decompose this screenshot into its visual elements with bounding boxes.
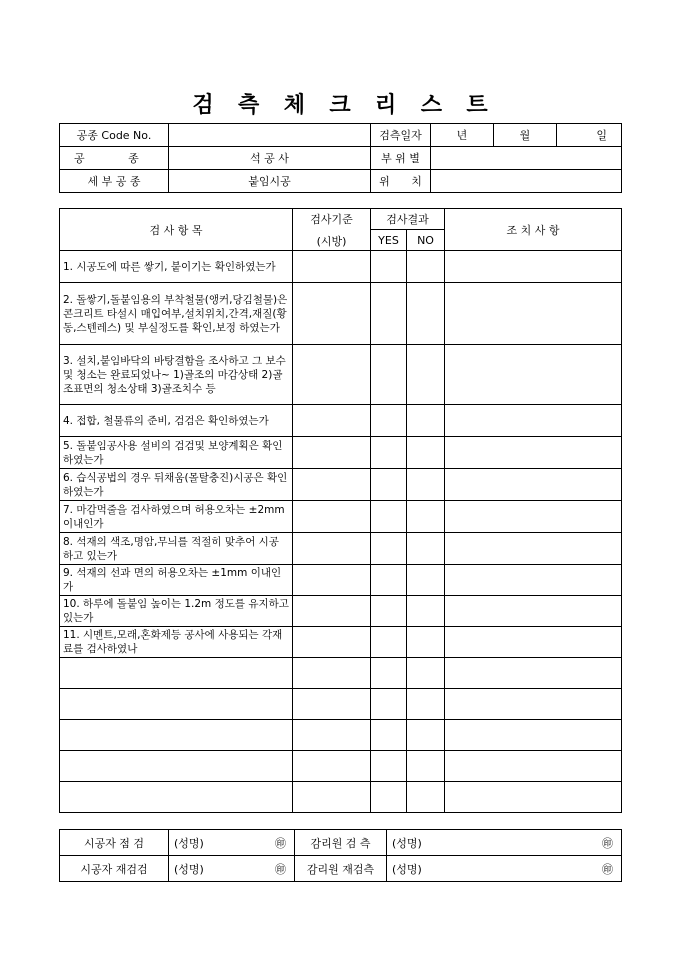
standard-cell[interactable] bbox=[293, 251, 371, 283]
yes-cell[interactable] bbox=[371, 283, 407, 345]
action-cell[interactable] bbox=[445, 782, 622, 813]
standard-cell[interactable] bbox=[293, 751, 371, 782]
detail-label: 세 부 공 종 bbox=[60, 170, 169, 193]
date-label: 검측일자 bbox=[371, 124, 431, 147]
action-cell[interactable] bbox=[445, 658, 622, 689]
standard-cell[interactable] bbox=[293, 405, 371, 437]
contractor-check-name[interactable]: (성명) bbox=[169, 830, 255, 856]
empty-item-cell[interactable] bbox=[60, 751, 293, 782]
supervisor-recheck-name[interactable]: (성명) bbox=[387, 856, 477, 882]
action-header: 조 치 사 항 bbox=[445, 209, 622, 251]
part-field[interactable] bbox=[431, 147, 622, 170]
title-char: 트 bbox=[466, 92, 488, 118]
yes-cell[interactable] bbox=[371, 658, 407, 689]
items-header: 검 사 항 목 bbox=[60, 209, 293, 251]
code-field[interactable] bbox=[169, 124, 371, 147]
page-title bbox=[0, 88, 680, 119]
empty-item-cell[interactable] bbox=[60, 689, 293, 720]
title-char: 측 bbox=[238, 92, 260, 118]
no-cell[interactable] bbox=[407, 251, 445, 283]
date-year[interactable]: 년 bbox=[431, 124, 494, 147]
result-header: 검사결과 bbox=[371, 209, 445, 230]
standard-cell[interactable] bbox=[293, 469, 371, 501]
standard-cell[interactable] bbox=[293, 689, 371, 720]
title-char: 스 bbox=[420, 92, 442, 118]
location-field[interactable] bbox=[431, 170, 622, 193]
action-cell[interactable] bbox=[445, 469, 622, 501]
yes-cell[interactable] bbox=[371, 437, 407, 469]
no-cell[interactable] bbox=[407, 627, 445, 658]
no-cell[interactable] bbox=[407, 751, 445, 782]
yes-cell[interactable] bbox=[371, 565, 407, 596]
yes-cell[interactable] bbox=[371, 501, 407, 533]
no-cell[interactable] bbox=[407, 345, 445, 405]
no-cell[interactable] bbox=[407, 720, 445, 751]
check-item: 8. 석재의 색조,명암,무늬를 적절히 맞추어 시공하고 있는가 bbox=[60, 533, 293, 565]
no-cell[interactable] bbox=[407, 283, 445, 345]
contractor-recheck-label: 시공자 재검검 bbox=[60, 856, 169, 882]
no-header: NO bbox=[407, 230, 445, 251]
action-cell[interactable] bbox=[445, 689, 622, 720]
yes-cell[interactable] bbox=[371, 751, 407, 782]
yes-cell[interactable] bbox=[371, 596, 407, 627]
no-cell[interactable] bbox=[407, 689, 445, 720]
work-type-label: 공 종 bbox=[60, 147, 169, 170]
standard-cell[interactable] bbox=[293, 345, 371, 405]
supervisor-recheck-label: 감리원 재검측 bbox=[295, 856, 387, 882]
supervisor-check-seal: ㊞ bbox=[477, 830, 622, 856]
standard-cell[interactable] bbox=[293, 565, 371, 596]
yes-cell[interactable] bbox=[371, 251, 407, 283]
contractor-check-seal: ㊞ bbox=[255, 830, 295, 856]
standard-cell[interactable] bbox=[293, 658, 371, 689]
action-cell[interactable] bbox=[445, 720, 622, 751]
title-char: 체 bbox=[283, 92, 305, 118]
standard-cell[interactable] bbox=[293, 627, 371, 658]
check-item: 7. 마감먹줄을 검사하였으며 허용오차는 ±2mm 이내인가 bbox=[60, 501, 293, 533]
check-item: 10. 하루에 돌붙임 높이는 1.2m 정도를 유지하고 있는가 bbox=[60, 596, 293, 627]
code-label: 공종 Code No. bbox=[60, 124, 169, 147]
action-cell[interactable] bbox=[445, 565, 622, 596]
supervisor-check-name[interactable]: (성명) bbox=[387, 830, 477, 856]
header-table bbox=[59, 123, 622, 193]
standard-cell[interactable] bbox=[293, 782, 371, 813]
yes-cell[interactable] bbox=[371, 469, 407, 501]
standard-header-line2: (시방) bbox=[316, 234, 347, 248]
check-item: 1. 시공도에 따른 쌓기, 붙이기는 확인하였는가 bbox=[60, 251, 293, 283]
empty-item-cell[interactable] bbox=[60, 720, 293, 751]
action-cell[interactable] bbox=[445, 627, 622, 658]
yes-cell[interactable] bbox=[371, 533, 407, 565]
supervisor-check-label: 감리원 검 측 bbox=[295, 830, 387, 856]
no-cell[interactable] bbox=[407, 437, 445, 469]
standard-header-line1: 검사기준 bbox=[310, 212, 353, 226]
no-cell[interactable] bbox=[407, 405, 445, 437]
date-month[interactable]: 월 bbox=[494, 124, 557, 147]
check-item: 2. 돌쌓기,돌붙임용의 부착철물(앵커,당김철물)은 콘크리트 타설시 매입여부,설치위치,간격,재질(황동,스텐레스) 및 부실정도를 확인,보정 하였는가 bbox=[60, 283, 293, 345]
no-cell[interactable] bbox=[407, 658, 445, 689]
yes-cell[interactable] bbox=[371, 345, 407, 405]
yes-header: YES bbox=[371, 230, 407, 251]
yes-cell[interactable] bbox=[371, 689, 407, 720]
empty-item-cell[interactable] bbox=[60, 782, 293, 813]
title-char: 리 bbox=[375, 92, 397, 118]
check-item: 3. 설치,붙임바닥의 바탕결함을 조사하고 그 보수 및 청소는 완료되었나~ 1)골조의 마감상태 2)골조표면의 청소상태 3)골조치수 등 bbox=[60, 345, 293, 405]
check-item: 9. 석재의 선과 면의 허용오차는 ±1mm 이내인가 bbox=[60, 565, 293, 596]
check-item: 4. 접합, 철물류의 준비, 검검은 확인하였는가 bbox=[60, 405, 293, 437]
part-label: 부 위 별 bbox=[371, 147, 431, 170]
standard-cell[interactable] bbox=[293, 596, 371, 627]
standard-cell[interactable] bbox=[293, 283, 371, 345]
detail-value[interactable]: 붙임시공 bbox=[169, 170, 371, 193]
yes-cell[interactable] bbox=[371, 782, 407, 813]
action-cell[interactable] bbox=[445, 405, 622, 437]
check-item: 6. 습식공법의 경우 뒤채움(몰탈충진)시공은 확인하였는가 bbox=[60, 469, 293, 501]
contractor-recheck-name[interactable]: (성명) bbox=[169, 856, 255, 882]
action-cell[interactable] bbox=[445, 283, 622, 345]
standard-cell[interactable] bbox=[293, 720, 371, 751]
action-cell[interactable] bbox=[445, 251, 622, 283]
action-cell[interactable] bbox=[445, 533, 622, 565]
no-cell[interactable] bbox=[407, 596, 445, 627]
contractor-recheck-seal: ㊞ bbox=[255, 856, 295, 882]
action-cell[interactable] bbox=[445, 437, 622, 469]
no-cell[interactable] bbox=[407, 533, 445, 565]
supervisor-recheck-seal: ㊞ bbox=[477, 856, 622, 882]
standard-cell[interactable] bbox=[293, 437, 371, 469]
date-day[interactable]: 일 bbox=[557, 124, 622, 147]
checklist-table bbox=[59, 208, 622, 813]
action-cell[interactable] bbox=[445, 501, 622, 533]
work-type-value[interactable]: 석 공 사 bbox=[169, 147, 371, 170]
no-cell[interactable] bbox=[407, 782, 445, 813]
standard-cell[interactable] bbox=[293, 533, 371, 565]
no-cell[interactable] bbox=[407, 501, 445, 533]
check-item: 5. 돌붙임공사용 설비의 검검및 보양계획은 확인하였는가 bbox=[60, 437, 293, 469]
yes-cell[interactable] bbox=[371, 720, 407, 751]
title-char: 검 bbox=[192, 92, 214, 118]
signature-table bbox=[59, 829, 622, 882]
check-item: 11. 시멘트,모래,혼화제등 공사에 사용되는 각재료를 검사하였나 bbox=[60, 627, 293, 658]
no-cell[interactable] bbox=[407, 469, 445, 501]
no-cell[interactable] bbox=[407, 565, 445, 596]
standard-cell[interactable] bbox=[293, 501, 371, 533]
action-cell[interactable] bbox=[445, 596, 622, 627]
title-char: 크 bbox=[329, 92, 351, 118]
yes-cell[interactable] bbox=[371, 405, 407, 437]
action-cell[interactable] bbox=[445, 345, 622, 405]
action-cell[interactable] bbox=[445, 751, 622, 782]
contractor-check-label: 시공자 점 검 bbox=[60, 830, 169, 856]
standard-header bbox=[293, 209, 371, 251]
location-label: 위 치 bbox=[371, 170, 431, 193]
empty-item-cell[interactable] bbox=[60, 658, 293, 689]
yes-cell[interactable] bbox=[371, 627, 407, 658]
